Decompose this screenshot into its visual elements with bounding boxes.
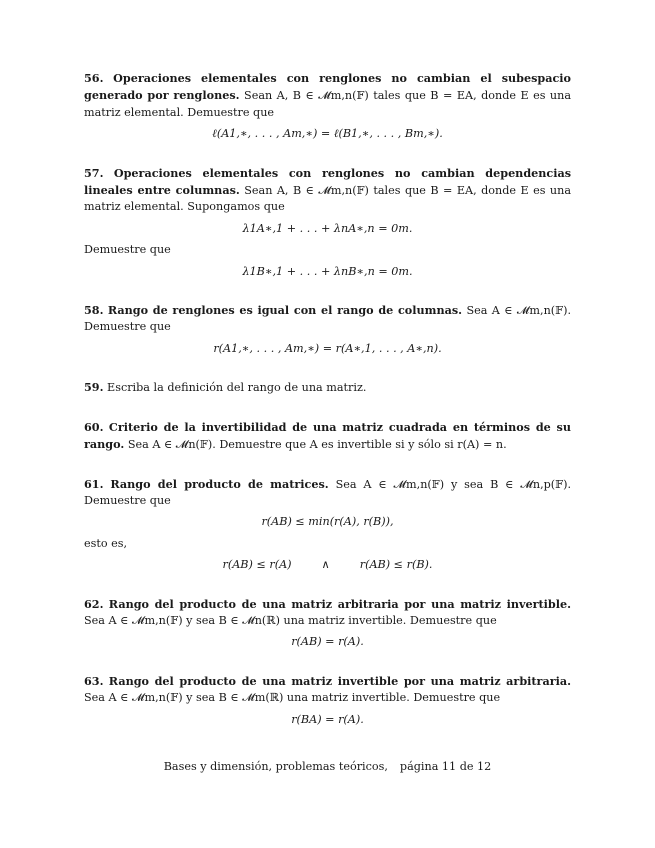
problem-text: Sea A ∈ 𝓜m,n(𝔽) y sea B ∈ 𝓜m(ℝ) una matriz invertible. Demuestre que (84, 691, 501, 705)
problem-paragraph (84, 302, 571, 336)
equation-2 (84, 557, 571, 573)
equation-2: λ1B∗,1 + . . . + λnB∗,n = 0m. (242, 264, 413, 278)
problem-title: Criterio de la invertibilidad de una matriz cuadrada en términos de su rango. (84, 419, 571, 452)
problem-title: Operaciones elementales con renglones no cambian dependencias lineales entre columnas. (84, 165, 572, 198)
problem-59 (84, 379, 571, 396)
equation: λ1A∗,1 + . . . + λnA∗,n = 0m. (242, 221, 413, 235)
problem-62 (84, 596, 571, 651)
problem-paragraph (84, 673, 571, 707)
problem-number: 58. (84, 303, 104, 318)
page-footer (0, 760, 655, 773)
problem-text: Sean A, B ∈ 𝓜m,n(𝔽) tales que B = EA, donde E es una matriz elemental. Supongamos que (84, 184, 571, 214)
problem-paragraph (84, 165, 571, 216)
problem-text-2: Demuestre que (84, 243, 171, 257)
problem-number: 59. (84, 380, 104, 395)
problem-number: 56. (84, 71, 104, 85)
problem-number: 61. (84, 476, 104, 491)
equation: r(AB) = r(A). (291, 635, 364, 649)
page-number: página 11 de 12 (399, 760, 492, 773)
problem-56 (84, 70, 571, 143)
problem-text: Sea A ∈ 𝓜n(𝔽). Demuestre que A es invertible si y sólo si r(A) = n. (127, 438, 507, 452)
problem-paragraph (84, 419, 571, 454)
equation: r(BA) = r(A). (291, 712, 364, 726)
problem-title: Rango del producto de una matriz arbitraria por una matriz invertible. (108, 596, 571, 611)
problem-number: 60. (84, 419, 104, 434)
problem-paragraph (84, 379, 571, 396)
problem-60 (84, 419, 571, 454)
footer-title: Bases y dimensión, problemas teóricos, (163, 760, 388, 773)
problem-paragraph (84, 70, 571, 121)
problem-number: 63. (84, 673, 104, 688)
problem-title: Operaciones elementales con renglones no cambian el subespacio generado por renglones. (84, 71, 571, 103)
problem-number: 57. (84, 165, 104, 180)
problem-text: Sea A ∈ 𝓜m,n(𝔽) y sea B ∈ 𝓜n,p(𝔽). Demuestre que (84, 477, 572, 507)
problem-57 (84, 165, 571, 280)
equation: r(A1,∗, . . . , Am,∗) = r(A∗,1, . . . , A∗,n). (213, 341, 442, 355)
logical-and-symbol: ∧ (321, 558, 330, 572)
equation-part-right: r(AB) ≤ r(B). (359, 558, 433, 572)
problem-text: Escriba la definición del rango de una matriz. (107, 381, 367, 395)
problem-title: Rango del producto de una matriz invertible por una matriz arbitraria. (108, 673, 571, 688)
equation-part-left: r(AB) ≤ r(A) (222, 558, 292, 572)
problem-title: Rango del producto de matrices. (110, 476, 329, 491)
problem-text-2: esto es, (84, 536, 128, 550)
problem-text: Sea A ∈ 𝓜m,n(𝔽). Demuestre que (84, 304, 571, 334)
problem-58 (84, 302, 571, 357)
problem-text: Sean A, B ∈ 𝓜m,n(𝔽) tales que B = EA, donde E es una matriz elemental. Demuestre que (84, 89, 571, 119)
problem-63 (84, 673, 571, 728)
problem-61 (84, 476, 571, 574)
equation: r(AB) ≤ min(r(A), r(B)), (261, 515, 394, 529)
problem-title: Rango de renglones es igual con el rango de columnas. (107, 303, 463, 318)
problem-text: Sea A ∈ 𝓜m,n(𝔽) y sea B ∈ 𝓜n(ℝ) una matriz invertible. Demuestre que (84, 613, 497, 627)
problem-paragraph (84, 596, 571, 630)
equation: ℓ(A1,∗, . . . , Am,∗) = ℓ(B1,∗, . . . , Bm,∗). (212, 127, 443, 141)
problem-number: 62. (84, 596, 104, 611)
problem-paragraph (84, 476, 571, 510)
page-content (84, 70, 571, 750)
